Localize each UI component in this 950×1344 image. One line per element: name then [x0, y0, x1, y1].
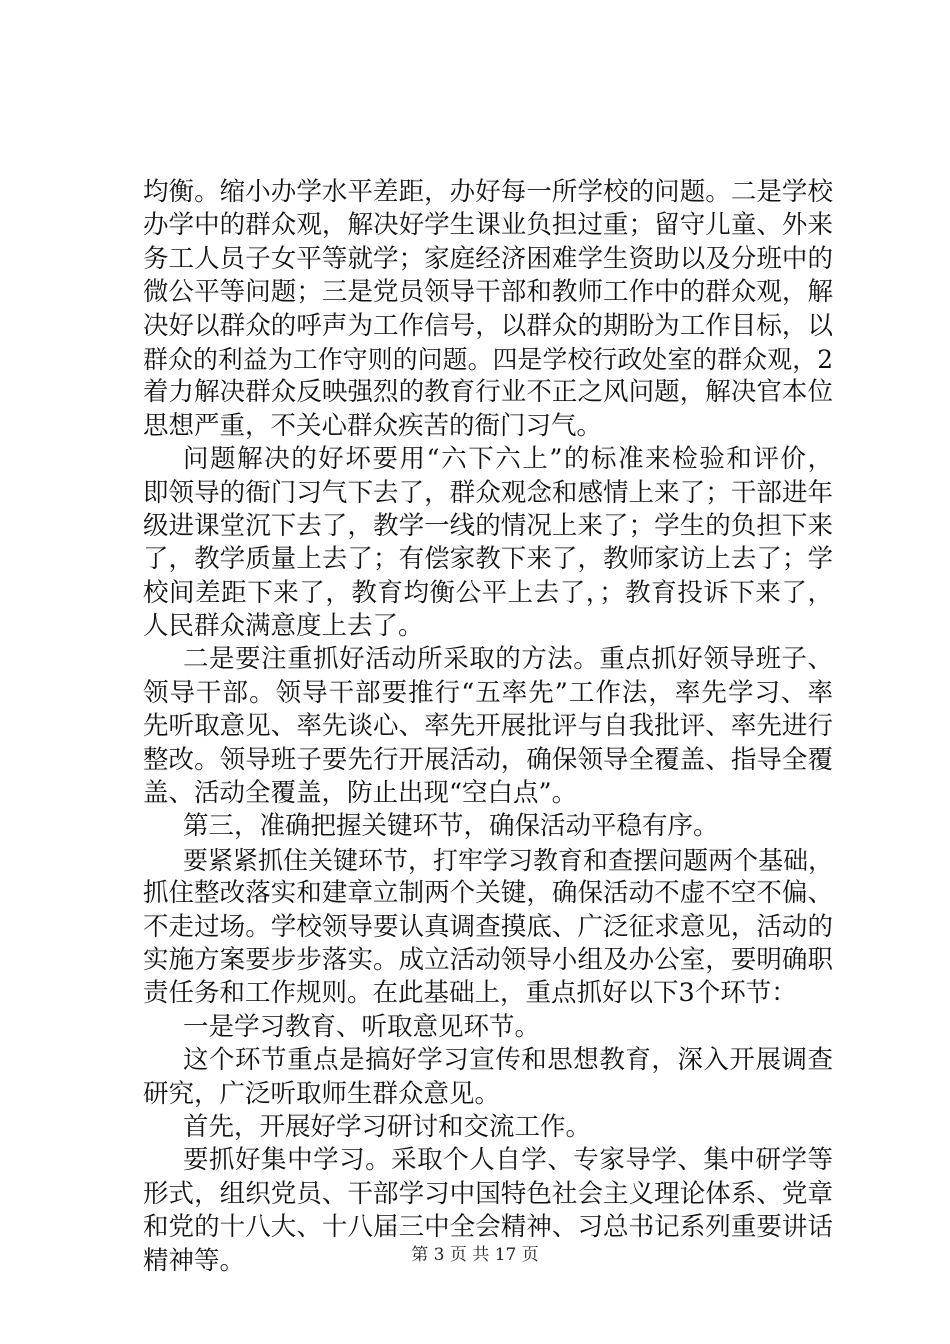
text-line: 二是要注重抓好活动所采取的方法。重点抓好领导班子、 — [183, 644, 833, 675]
text-line: 级进课堂沉下去了，教学一线的情况上来了；学生的负担下来 — [143, 510, 833, 541]
text-line: 人民群众满意度上去了。 — [143, 611, 424, 642]
text-line: 群众的利益为工作守则的问题。四是学校行政处室的群众观，2 — [143, 344, 833, 374]
text-line: 务工人员子女平等就学；家庭经济困难学生资助以及分班中的 — [143, 243, 833, 274]
text-line: 领导干部。领导干部要推行“五率先”工作法，率先学习、率 — [143, 677, 833, 708]
text-line: 整改。领导班子要先行开展活动，确保领导全覆盖、指导全覆 — [143, 744, 833, 775]
paragraph — [143, 643, 833, 810]
text-line: 和党的十八大、十八届三中全会精神、习总书记系列重要讲话 — [143, 1212, 833, 1243]
text-line: 精神等。 — [143, 1245, 246, 1276]
text-line: 研究，广泛听取师生群众意见。 — [143, 1078, 501, 1109]
text-line: 要抓好集中学习。采取个人自学、专家导学、集中研学等 — [183, 1145, 833, 1176]
text-line: 即领导的衙门习气下去了，群众观念和感情上来了；干部进年 — [143, 477, 833, 508]
paragraph — [143, 1044, 833, 1111]
text-line: 实施方案要步步落实。成立活动领导小组及办公室，要明确职 — [143, 944, 833, 975]
paragraph — [143, 844, 833, 1011]
paragraph — [143, 1011, 833, 1044]
text-line: 了，教学质量上去了；有偿家教下来了，教师家访上去了；学 — [143, 544, 833, 575]
text-line: 办学中的群众观，解决好学生课业负担过重；留守儿童、外来 — [143, 210, 833, 241]
text-line: 校间差距下来了，教育均衡公平上去了，；教育投诉下来了， — [143, 577, 833, 608]
text-line: 微公平等问题；三是党员领导干部和教师工作中的群众观，解 — [143, 277, 833, 308]
text-line: 责任务和工作规则。在此基础上，重点抓好以下3个环节： — [143, 978, 797, 1009]
paragraph — [143, 176, 833, 443]
text-line: 盖、活动全覆盖，防止出现“空白点”。 — [143, 778, 578, 809]
text-line: 均衡。缩小办学水平差距，办好每一所学校的问题。二是学校 — [143, 177, 833, 207]
text-line: 形式，组织党员、干部学习中国特色社会主义理论体系、党章 — [143, 1178, 833, 1209]
text-line: 决好以群众的呼声为工作信号，以群众的期盼为工作目标，以 — [143, 310, 833, 341]
section-heading: 一是学习教育、听取意见环节。 — [183, 1011, 541, 1042]
paragraph — [143, 443, 833, 643]
text-line: 抓住整改落实和建章立制两个关键，确保活动不虚不空不偏、 — [143, 878, 833, 909]
text-line: 先听取意见、率先谈心、率先开展批评与自我批评、率先进行 — [143, 711, 833, 742]
section-heading: 第三，准确把握关键环节，确保活动平稳有序。 — [183, 811, 719, 842]
page-number-footer: 第 3 页 共 17 页 — [411, 1245, 539, 1265]
text-line: 问题解决的好坏要用“六下六上”的标准来检验和评价， — [183, 444, 833, 475]
paragraph — [143, 1111, 833, 1144]
text-line: 要紧紧抓住关键环节，打牢学习教育和查摆问题两个基础， — [183, 845, 833, 875]
text-line: 着力解决群众反映强烈的教育行业不正之风问题，解决官本位 — [143, 377, 833, 408]
text-line: 不走过场。学校领导要认真调查摸底、广泛征求意见，活动的 — [143, 911, 833, 942]
document-body — [143, 176, 833, 1278]
text-line: 思想严重，不关心群众疾苦的衙门习气。 — [143, 410, 603, 441]
section-heading: 首先，开展好学习研讨和交流工作。 — [183, 1111, 592, 1142]
paragraph — [143, 810, 833, 843]
text-line: 这个环节重点是搞好学习宣传和思想教育，深入开展调查 — [183, 1045, 833, 1076]
